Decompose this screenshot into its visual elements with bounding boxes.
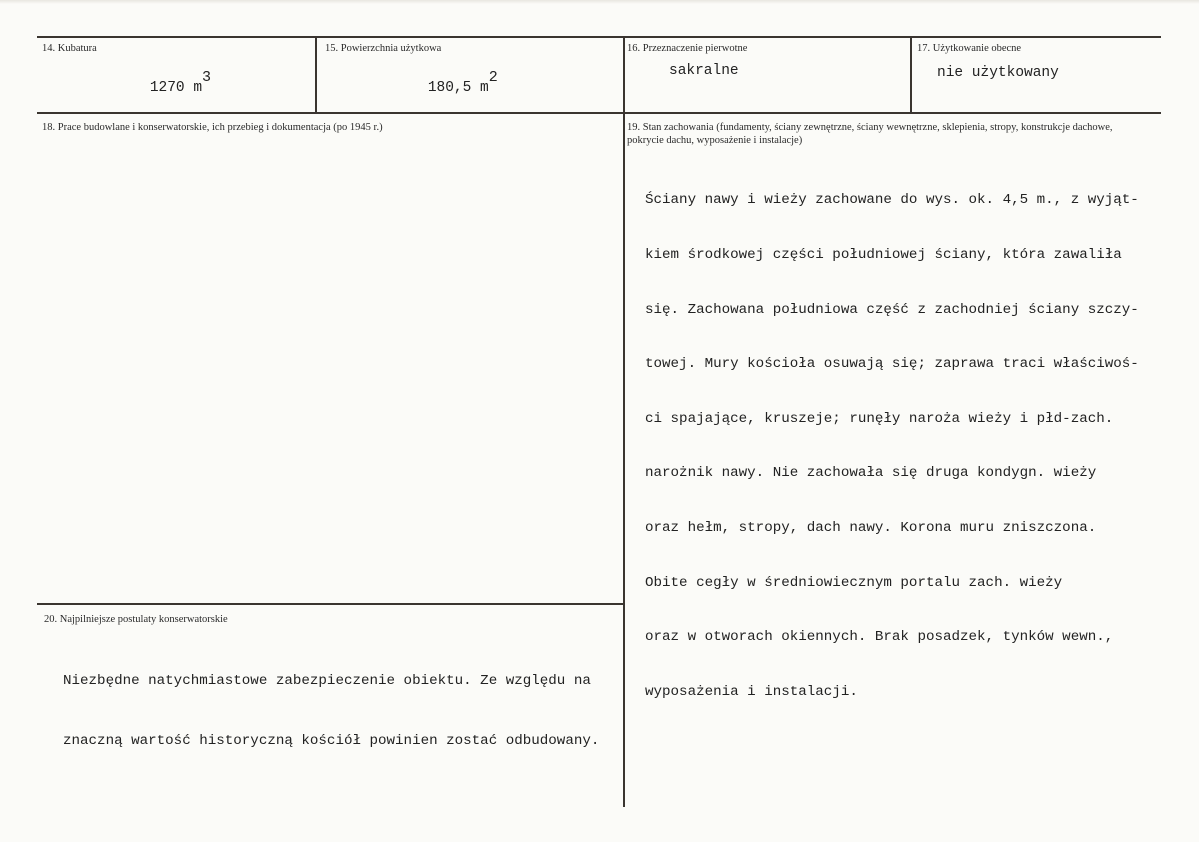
field-17-value: nie użytkowany bbox=[937, 65, 1059, 81]
rule-col-15 bbox=[315, 37, 317, 113]
field-15-unit-exponent: 2 bbox=[488, 69, 498, 86]
field-15-value bbox=[393, 63, 498, 112]
field-20-line-2: znaczną wartość historyczną kościół powinien zostać odbudowany. bbox=[63, 733, 600, 749]
field-20-text bbox=[63, 631, 599, 791]
field-19-line-6: narożnik nawy. Nie zachowała się druga kondygn. wieży bbox=[645, 465, 1097, 482]
field-14-label: 14. Kubatura bbox=[42, 43, 97, 54]
field-18-label: 18. Prace budowlane i konserwatorskie, ich przebieg i dokumentacja (po 1945 r.) bbox=[42, 122, 383, 133]
field-19-label bbox=[627, 121, 1157, 147]
field-16-value: sakralne bbox=[669, 63, 739, 79]
field-19-line-8: Obite cegły w średniowiecznym portalu zach. wieży bbox=[645, 574, 1063, 591]
field-16-label: 16. Przeznaczenie pierwotne bbox=[627, 43, 748, 54]
field-14-unit-exponent: 3 bbox=[202, 69, 212, 86]
field-19-label-line-2: pokrycie dachu, wyposażenie i instalacje) bbox=[627, 135, 803, 146]
field-19-line-2: kiem środkowej części południowej ściany, która zawaliła bbox=[645, 247, 1122, 264]
field-19-line-1: Ściany nawy i wieży zachowane do wys. ok. 4,5 m., z wyjąt- bbox=[645, 192, 1139, 209]
field-17-label: 17. Użytkowanie obecne bbox=[917, 43, 1022, 54]
field-14-value-text: 1270 m bbox=[149, 80, 203, 96]
field-19-line-5: ci spajające, kruszeje; runęły naroża wieży i płd-zach. bbox=[645, 410, 1114, 427]
field-19-line-10: wyposażenia i instalacji. bbox=[645, 683, 858, 700]
field-20-line-1: Niezbędne natychmiastowe zabezpieczenie obiektu. Ze względu na bbox=[63, 673, 591, 689]
field-15-label: 15. Powierzchnia użytkowa bbox=[325, 43, 442, 54]
field-19-line-7: oraz hełm, stropy, dach nawy. Korona muru zniszczona. bbox=[645, 520, 1097, 537]
paper-edge bbox=[0, 0, 1199, 4]
rule-col-16 bbox=[623, 37, 625, 807]
field-19-line-4: towej. Mury kościoła osuwają się; zaprawa traci właściwoś- bbox=[645, 356, 1139, 373]
rule-col-17 bbox=[910, 37, 912, 113]
rule-top bbox=[37, 36, 1161, 38]
field-19-text bbox=[645, 155, 1139, 738]
field-19-label-line-1: 19. Stan zachowania (fundamenty, ściany zewnętrzne, ściany wewnętrzne, sklepienia, stropy, konstrukcje dachowe, bbox=[627, 122, 1113, 133]
rule-row1-bottom bbox=[37, 112, 1161, 114]
field-20-label: 20. Najpilniejsze postulaty konserwatorskie bbox=[44, 614, 228, 625]
field-19-line-9: oraz w otworach okiennych. Brak posadzek, tynków wewn., bbox=[645, 629, 1114, 646]
field-19-line-3: się. Zachowana południowa część z zachodniej ściany szczy- bbox=[645, 301, 1139, 318]
rule-section20-top bbox=[37, 603, 625, 605]
field-15-value-text: 180,5 m bbox=[427, 80, 489, 96]
field-14-value bbox=[115, 63, 211, 112]
